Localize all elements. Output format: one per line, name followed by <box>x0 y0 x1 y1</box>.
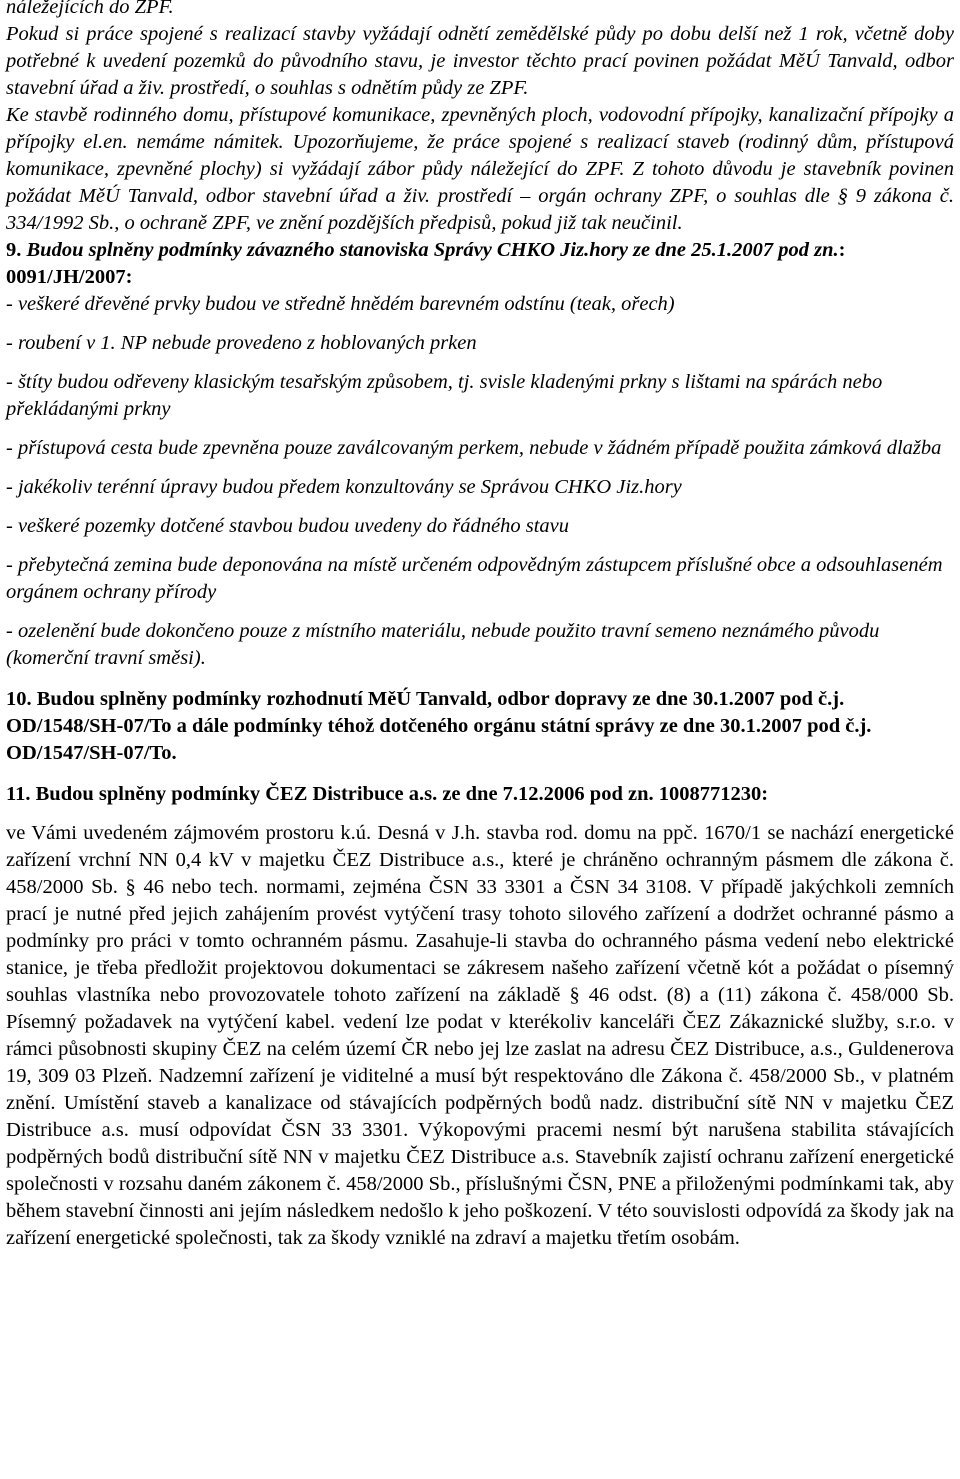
paragraph-zpf-removal: Pokud si práce spojené s realizací stavby vyžádají odnětí zemědělské půdy po dobu delší než 1 rok, včetně doby potřebné k uvedení pozemků do původního stavu, je investor těchto prací povinen požádat MěÚ Tanvald, odbor stavební úřad a živ. prostředí, o souhlas s odnětím půdy ze ZPF. <box>6 23 954 99</box>
condition-item: - jakékoliv terénní úpravy budou předem konzultovány se Správou CHKO Jiz.hory <box>6 476 682 498</box>
condition-item: - ozelenění bude dokončeno pouze z místního materiálu, nebude použito travní semeno neznámého původu (komerční travní směsi). <box>6 620 880 669</box>
no-objections-text: Ke stavbě rodinného domu, přístupové komunikace, zpevněných ploch, vodovodní přípojky, kanalizační přípojky a přípojky el.en. nemáme námitek. <box>6 104 954 153</box>
section-9-reference: : 0091/JH/2007: <box>6 239 846 288</box>
document-page <box>6 0 954 1252</box>
section-9-title: Budou splněny podmínky závazného stanoviska Správy CHKO Jiz.hory ze dne 25.1.2007 pod zn. <box>26 239 839 261</box>
section-10: 10. Budou splněny podmínky rozhodnutí MěÚ Tanvald, odbor dopravy ze dne 30.1.2007 pod č.j. OD/1548/SH-07/To a dále podmínky téhož dotčeného orgánu státní správy ze dne 30.1.2007 pod č.j. OD/1547/SH-07/To. <box>6 688 872 764</box>
paragraph-cez-conditions: ve Vámi uvedeném zájmovém prostoru k.ú. Desná v J.h. stavba rod. domu na ppč. 1670/1 se nachází energetické zařízení vrchní NN 0,4 kV v majetku ČEZ Distribuce a.s., které je chráněno ochranným pásmem dle zákona č. 458/2000 Sb. § 46 nebo tech. normami, zejména ČSN 33 3301 a ČSN 34 3108. V případě jakýchkoli zemních prací je nutné před jejich zahájením provést vytýčení trasy tohoto silového zařízení a dodržet ochranné pásmo a podmínky pro práci v tomto ochranném pásmu. Zasahuje-li stavba do ochranného pásma vedení nebo elektrické stanice, je třeba předložit projektovou dokumentaci se zákresem našeho zařízení včetně kót a požádat o písemný souhlas vlastníka nebo provozovatele tohoto zařízení na základě § 46 odst. (8) a (11) zákona č. 458/000 Sb. Písemný požadavek na vytýčení kabel. vedení lze podat v kterékoliv kanceláři ČEZ Zákaznické služby, s.r.o. v rámci působnosti skupiny ČEZ na celém území ČR nebo jej lze zaslat na adresu ČEZ Distribuce, a.s., Guldenerova 19, 309 03 Plzeň. Nadzemní zařízení je viditelné a musí být respektováno dle Zákona č. 458/2000 Sb., v platném znění. Umístění staveb a kanalizace od stávajících podpěrných bodů nadz. distribuční sítě NN v majetku ČEZ Distribuce a.s. musí odpovídat ČSN 33 3301. Výkopovými pracemi nesmí být narušena stabilita stávajících podpěrných bodů distribuční sítě NN v majetku ČEZ Distribuce a.s. Stavebník zajistí ochranu zařízení energetické společnosti v rozsahu daném zákonem č. 458/2000 Sb., příslušnými ČSN, PNE a přiloženými podmínkami tak, aby během stavební činnosti ani jejím následkem nedošlo k jeho poškození. V této souvislosti odpovídá za škody jak na zařízení energetické společnosti, tak za škody vzniklé na zdraví a majetku třetím osobám. <box>6 822 954 1249</box>
section-11-reference: 1008771230: <box>658 783 769 805</box>
condition-item: - veškeré dřevěné prvky budou ve středně hnědém barevném odstínu (teak, ořech) <box>6 293 675 315</box>
paragraph-continuation: náležejících do ZPF. <box>6 0 174 18</box>
condition-item: - přístupová cesta bude zpevněna pouze zaválcovaným perkem, nebude v žádném případě použita zámková dlažba <box>6 437 942 459</box>
condition-item: - štíty budou odřeveny klasickým tesařským způsobem, tj. svisle kladenými prkny s lištami na spárách nebo překládanými prkny <box>6 371 883 420</box>
section-9-number: 9. <box>6 239 27 261</box>
section-11-title: 11. Budou splněny podmínky ČEZ Distribuce a.s. ze dne 7.12.2006 pod zn. <box>6 783 659 805</box>
condition-item: - roubení v 1. NP nebude provedeno z hoblovaných prken <box>6 332 477 354</box>
section-11-heading <box>6 781 954 808</box>
section-9-heading <box>6 237 954 291</box>
paragraph-no-objections <box>6 102 954 237</box>
condition-item: - veškeré pozemky dotčené stavbou budou uvedeny do řádného stavu <box>6 515 569 537</box>
condition-item: - přebytečná zemina bude deponována na místě určeném odpovědným zástupcem příslušné obce a odsouhlaseném orgánem ochrany přírody <box>6 554 943 603</box>
zpf-notice-text: Upozorňujeme, že práce spojené s realizací staveb (rodinný dům, přístupová komunikace, zpevněné plochy) si vyžádají zábor půdy náležející do ZPF. Z tohoto důvodu je stavebník povinen požádat MěÚ Tanvald, odbor stavební úřad a živ. prostředí – orgán ochrany ZPF, o souhlas dle § 9 zákona č. 334/1992 Sb., o ochraně ZPF, ve znění pozdějších předpisů, pokud již tak neučinil. <box>6 131 954 234</box>
